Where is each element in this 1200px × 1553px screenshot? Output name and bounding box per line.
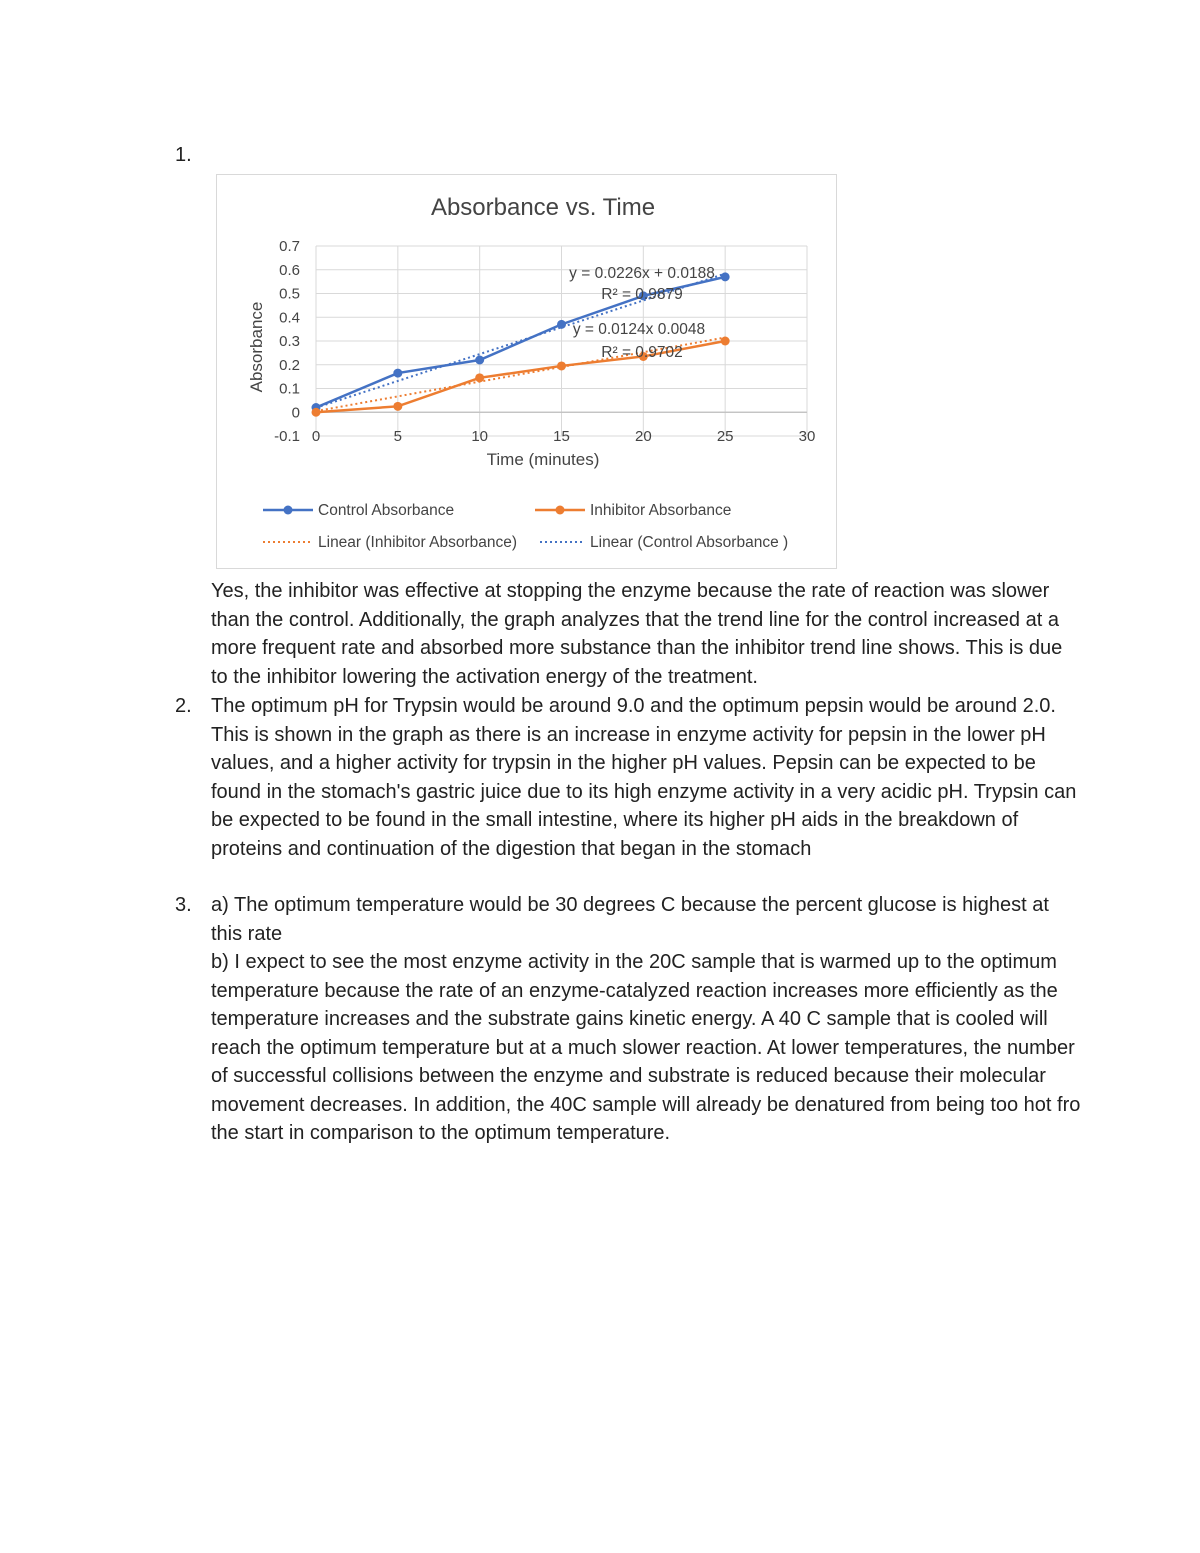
data-point	[312, 408, 321, 417]
x-tick-label: 20	[634, 428, 652, 445]
data-point	[721, 337, 730, 346]
legend-inhibitor-label: Inhibitor Absorbance	[590, 502, 732, 519]
control-trend-equation: y = 0.0226x + 0.0188	[569, 265, 715, 282]
list-number-2: 2.	[175, 695, 192, 717]
data-point	[721, 272, 730, 281]
x-axis-label: Time (minutes)	[486, 450, 600, 469]
control-trend-r2: R² = 0.9879	[601, 286, 683, 303]
legend-inhibitor-marker	[556, 506, 565, 515]
inhibitor-trend-equation: y = 0.0124x 0.0048	[572, 321, 706, 338]
y-axis-label: Absorbance	[247, 301, 266, 393]
data-point	[393, 369, 402, 378]
answer-3a-paragraph: a) The optimum temperature would be 30 degrees C because the percent glucose is highest at this rate	[211, 894, 1049, 945]
legend-inhibitor-trend-label: Linear (Inhibitor Absorbance)	[318, 534, 518, 551]
data-point	[393, 402, 402, 411]
data-point	[475, 356, 484, 365]
x-tick-label: 25	[716, 428, 734, 445]
y-tick-label: 0.6	[279, 261, 300, 279]
y-tick-label: 0.4	[279, 309, 300, 327]
data-point	[557, 320, 566, 329]
data-point	[557, 361, 566, 370]
answer-3b-paragraph: b) I expect to see the most enzyme activity in the 20C sample that is warmed up to the optimum temperature because the rate of an enzyme-catalyzed reaction increases more efficiently as the temperature increases and the substrate gains kinetic energy. A 40 C sample that is cooled will reach the optimum temperature but at a much slower reaction. At lower temperatures, the number of successful collisions between the enzyme and substrate is reduced because their molecular movement decreases. In addition, the 40C sample will already be denatured from being too hot fro the start in comparison to the optimum temperature.	[211, 951, 1081, 1144]
x-tick-label: 15	[553, 428, 570, 445]
y-tick-label: -0.1	[274, 428, 300, 445]
x-tick-label: 5	[393, 428, 403, 445]
y-tick-label: 0.1	[279, 380, 300, 398]
inhibitor-trend-r2: R² = 0.9702	[601, 344, 683, 361]
answer-1-paragraph: Yes, the inhibitor was effective at stopping the enzyme because the rate of reaction was slower than the control. Additionally, the graph analyzes that the trend line for the control increased at a more frequent rate and absorbed more substance than the inhibitor trend line shows. This is due to the inhibitor lowering the activation energy of the treatment.	[211, 580, 1063, 688]
y-tick-label: 0.7	[279, 238, 300, 255]
absorbance-chart	[216, 174, 837, 569]
x-tick-label: 10	[471, 428, 489, 445]
data-point	[475, 373, 484, 382]
x-tick-label: 30	[798, 428, 816, 445]
list-number-3: 3.	[175, 894, 192, 916]
list-number-1: 1.	[175, 144, 192, 166]
legend-control-marker	[284, 506, 293, 515]
y-tick-label: 0.2	[279, 356, 300, 374]
answer-2-paragraph: The optimum pH for Trypsin would be around 9.0 and the optimum pepsin would be around 2.0. This is shown in the graph as there is an increase in enzyme activity for pepsin in the lower pH values, and a higher activity for trypsin in the higher pH values. Pepsin can be expected to be found in the stomach's gastric juice due to its high enzyme activity in a very acidic pH. Trypsin can be expected to be found in the small intestine, where its higher pH aids in the breakdown of proteins and continuation of the digestion that began in the stomach	[211, 695, 1077, 860]
x-tick-label: 0	[311, 428, 321, 445]
legend-control-label: Control Absorbance	[318, 502, 455, 519]
legend-control-trend-label: Linear (Control Absorbance )	[590, 534, 789, 551]
chart-title: Absorbance vs. Time	[430, 194, 656, 221]
y-tick-label: 0.3	[279, 333, 300, 350]
y-tick-label: 0.5	[279, 285, 300, 303]
chart-canvas	[217, 175, 838, 570]
y-tick-label: 0	[291, 404, 300, 422]
